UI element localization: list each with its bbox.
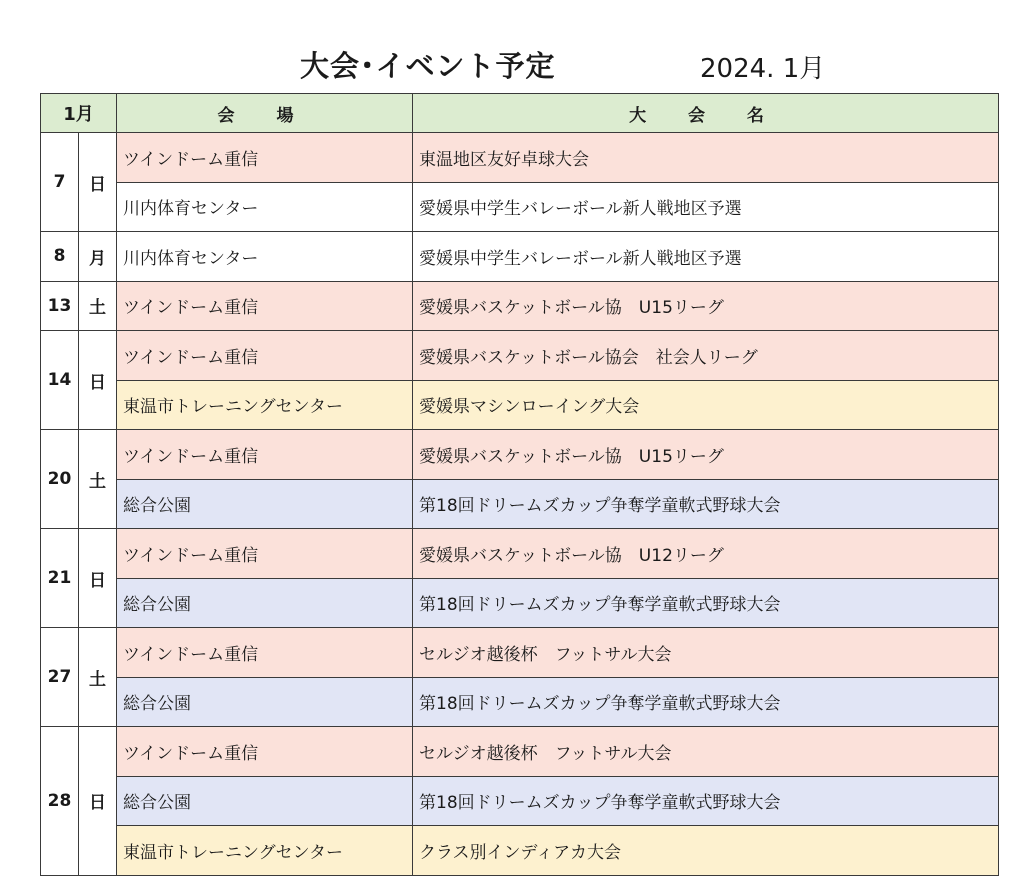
event-cell: 愛媛県バスケットボール協 U15リーグ: [413, 430, 999, 480]
event-cell: 愛媛県中学生バレーボール新人戦地区予選: [413, 182, 999, 232]
venue-cell: ツインドーム重信: [117, 331, 413, 381]
venue-cell: 総合公園: [117, 479, 413, 529]
event-cell: 愛媛県バスケットボール協会 社会人リーグ: [413, 331, 999, 381]
venue-cell: 東温市トレーニングセンター: [117, 826, 413, 876]
table-row: [41, 331, 999, 381]
event-cell: 愛媛県中学生バレーボール新人戦地区予選: [413, 232, 999, 282]
table-row: [41, 281, 999, 331]
weekday-cell: 日: [79, 529, 117, 628]
weekday-cell: 土: [79, 281, 117, 331]
venue-cell: ツインドーム重信: [117, 529, 413, 579]
venue-cell: ツインドーム重信: [117, 430, 413, 480]
day-cell: 20: [41, 430, 79, 529]
table-row: [41, 776, 999, 826]
table-row: [41, 578, 999, 628]
weekday-cell: 土: [79, 430, 117, 529]
header-venue: 会 場: [117, 94, 413, 133]
venue-cell: ツインドーム重信: [117, 727, 413, 777]
table-row: [41, 529, 999, 579]
table-row: [41, 677, 999, 727]
event-cell: 愛媛県バスケットボール協 U15リーグ: [413, 281, 999, 331]
table-row: [41, 826, 999, 876]
table-header-row: [41, 94, 999, 133]
event-cell: 第18回ドリームズカップ争奪学童軟式野球大会: [413, 578, 999, 628]
event-schedule-table: [40, 93, 999, 876]
venue-cell: 総合公園: [117, 776, 413, 826]
day-cell: 13: [41, 281, 79, 331]
header-month: 1月: [41, 94, 117, 133]
venue-cell: ツインドーム重信: [117, 628, 413, 678]
weekday-cell: 月: [79, 232, 117, 282]
header-event: 大 会 名: [413, 94, 999, 133]
table-row: [41, 133, 999, 183]
event-cell: セルジオ越後杯 フットサル大会: [413, 628, 999, 678]
page-title: 大会･イベント予定: [300, 49, 556, 83]
table-row: [41, 628, 999, 678]
schedule-date: 2024. 1月: [700, 54, 826, 84]
weekday-cell: 土: [79, 628, 117, 727]
table-row: [41, 182, 999, 232]
day-cell: 7: [41, 133, 79, 232]
weekday-cell: 日: [79, 727, 117, 876]
venue-cell: 川内体育センター: [117, 232, 413, 282]
event-cell: 愛媛県バスケットボール協 U12リーグ: [413, 529, 999, 579]
venue-cell: ツインドーム重信: [117, 281, 413, 331]
day-cell: 21: [41, 529, 79, 628]
day-cell: 14: [41, 331, 79, 430]
day-cell: 28: [41, 727, 79, 876]
table-row: [41, 380, 999, 430]
event-cell: 第18回ドリームズカップ争奪学童軟式野球大会: [413, 479, 999, 529]
table-row: [41, 430, 999, 480]
venue-cell: 総合公園: [117, 677, 413, 727]
weekday-cell: 日: [79, 133, 117, 232]
venue-cell: 東温市トレーニングセンター: [117, 380, 413, 430]
event-cell: 第18回ドリームズカップ争奪学童軟式野球大会: [413, 776, 999, 826]
event-cell: 東温地区友好卓球大会: [413, 133, 999, 183]
event-cell: セルジオ越後杯 フットサル大会: [413, 727, 999, 777]
schedule-body: [41, 133, 999, 876]
day-cell: 8: [41, 232, 79, 282]
day-cell: 27: [41, 628, 79, 727]
table-row: [41, 232, 999, 282]
venue-cell: ツインドーム重信: [117, 133, 413, 183]
weekday-cell: 日: [79, 331, 117, 430]
venue-cell: 総合公園: [117, 578, 413, 628]
table-row: [41, 479, 999, 529]
event-cell: 愛媛県マシンローイング大会: [413, 380, 999, 430]
event-cell: 第18回ドリームズカップ争奪学童軟式野球大会: [413, 677, 999, 727]
venue-cell: 川内体育センター: [117, 182, 413, 232]
table-row: [41, 727, 999, 777]
event-cell: クラス別インディアカ大会: [413, 826, 999, 876]
